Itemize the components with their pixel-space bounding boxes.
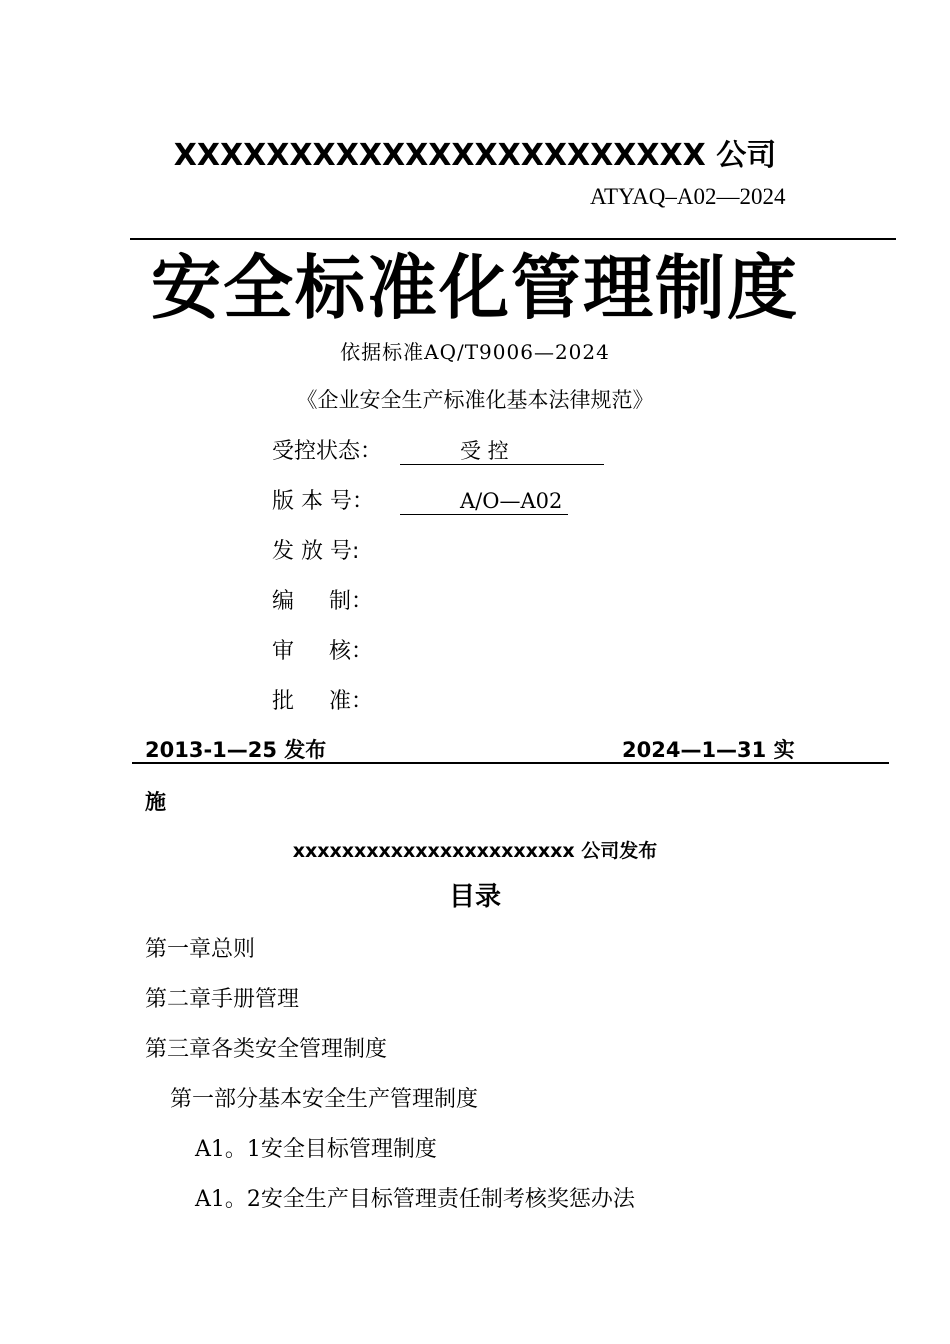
basis-standard: 依据标准AQ/T9006—2024: [340, 340, 610, 364]
toc-item[interactable]: A1。2安全生产目标管理责任制考核奖惩办法: [195, 1187, 635, 1212]
toc-item[interactable]: A1。1安全目标管理制度: [195, 1137, 437, 1162]
toc-item[interactable]: 第一部分基本安全生产管理制度: [170, 1087, 479, 1112]
publish-date: 2013-1—25 发布: [145, 738, 327, 762]
control-status-value: 受 控: [400, 438, 604, 465]
control-status-label: 受控状态：: [272, 439, 383, 464]
issue-number-label: 发 放 号:: [272, 539, 360, 564]
version-field: [272, 484, 568, 515]
standard-name: 《企业安全生产标准化基本法律规范》: [296, 388, 654, 412]
compiled-label: 编 制：: [272, 589, 373, 614]
toc-item[interactable]: 第三章各类安全管理制度: [145, 1037, 388, 1062]
issue-number-field: [272, 534, 400, 565]
reviewed-label: 审 核：: [272, 639, 373, 664]
toc-item[interactable]: 第一章总则: [145, 937, 256, 962]
date-rule: [132, 762, 889, 764]
main-title: 安全标准化管理制度: [151, 247, 799, 329]
implement-date: 2024—1—31 实: [622, 738, 795, 762]
compiled-field: [272, 584, 400, 615]
control-status-field: [272, 434, 604, 465]
toc-title: 目录: [448, 882, 501, 912]
toc-item[interactable]: 第二章手册管理: [145, 987, 300, 1012]
version-value: A/O—A02: [400, 488, 568, 515]
implement-date-wrap: 施: [145, 790, 166, 814]
approved-label: 批 准：: [272, 689, 373, 714]
version-label: 版 本 号：: [272, 489, 374, 514]
approved-field: [272, 684, 400, 715]
publisher-line: xxxxxxxxxxxxxxxxxxxxxxx 公司发布: [292, 840, 658, 862]
company-title: XXXXXXXXXXXXXXXXXXXXXXX 公司: [173, 138, 777, 173]
document-number: ATYAQ–A02—2024: [590, 184, 786, 209]
reviewed-field: [272, 634, 400, 665]
